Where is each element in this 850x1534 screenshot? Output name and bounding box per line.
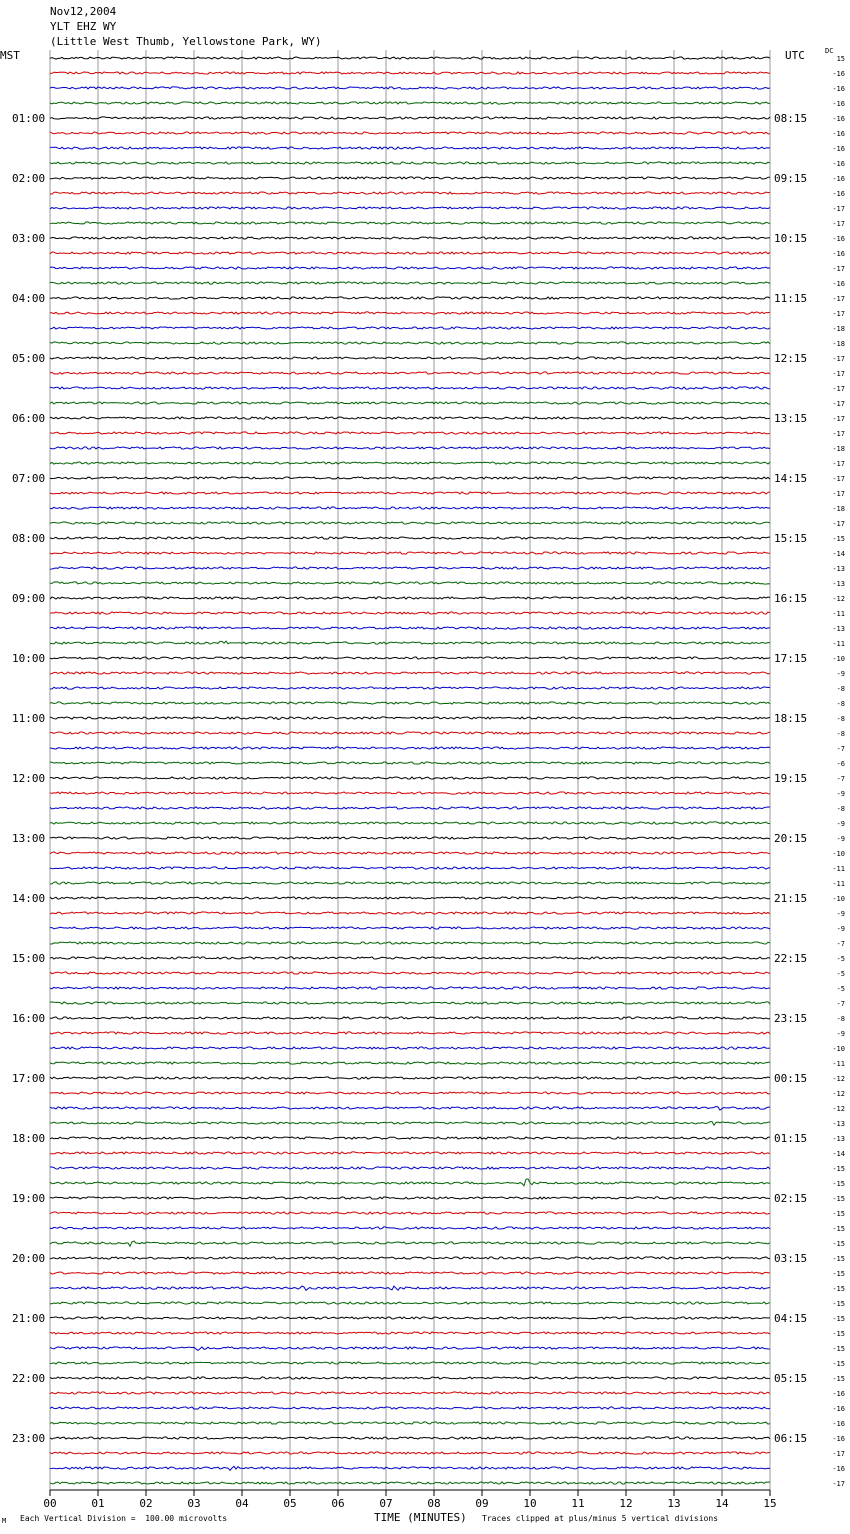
dc-offset-value: -17: [832, 265, 845, 273]
left-hour-label: 10:00: [12, 652, 46, 665]
left-hour-label: 13:00: [12, 832, 46, 845]
seismic-trace: [50, 882, 770, 884]
seismic-trace: [50, 102, 770, 104]
dc-offset-value: -17: [832, 400, 845, 408]
seismic-trace: [50, 1272, 770, 1274]
seismic-trace: [50, 942, 770, 944]
left-hour-label: 16:00: [12, 1012, 46, 1025]
seismic-trace: [50, 641, 770, 644]
dc-offset-value: -17: [832, 220, 845, 228]
left-hour-labels: [12, 112, 45, 1445]
dc-offset-value: -17: [832, 295, 845, 303]
dc-offset-value: -13: [832, 580, 845, 588]
right-hour-label: 03:15: [774, 1252, 808, 1265]
dc-offset-value: -16: [832, 175, 845, 183]
seismic-trace: [50, 1227, 770, 1229]
dc-offset-value: -16: [832, 1390, 845, 1398]
left-hour-label: 08:00: [12, 532, 46, 545]
dc-offset-value: -16: [832, 235, 845, 243]
dc-offset-labels: [832, 55, 845, 1488]
seismic-trace: [50, 1047, 770, 1049]
seismic-trace: [50, 597, 770, 599]
seismic-trace: [50, 387, 770, 389]
dc-offset-value: -7: [836, 775, 845, 783]
x-tick-label: 15: [763, 1497, 777, 1510]
seismic-trace: [50, 507, 770, 509]
dc-offset-value: -8: [836, 700, 845, 708]
seismic-trace: [50, 267, 770, 269]
seismic-trace: [50, 1122, 770, 1126]
seismic-trace: [50, 222, 770, 224]
dc-offset-value: -11: [832, 865, 845, 873]
x-tick-label: 00: [43, 1497, 57, 1510]
seismic-trace: [50, 1286, 770, 1290]
dc-offset-value: -18: [832, 325, 845, 333]
seismic-trace: [50, 1317, 770, 1319]
x-tick-label: 08: [427, 1497, 441, 1510]
dc-offset-value: -17: [832, 370, 845, 378]
dc-offset-label: DC: [825, 47, 834, 55]
left-hour-label: 22:00: [12, 1372, 46, 1385]
dc-offset-value: -5: [836, 970, 845, 978]
header-station: YLT EHZ WY: [50, 20, 117, 33]
right-hour-label: 00:15: [774, 1072, 808, 1085]
x-tick-label: 02: [139, 1497, 153, 1510]
dc-offset-value: -17: [832, 490, 845, 498]
x-tick-label: 09: [475, 1497, 489, 1510]
right-hour-label: 04:15: [774, 1312, 808, 1325]
seismic-trace: [50, 357, 770, 359]
seismic-trace: [50, 672, 770, 674]
dc-offset-value: -11: [832, 640, 845, 648]
dc-offset-value: -15: [832, 1225, 845, 1233]
dc-offset-value: -15: [832, 535, 845, 543]
dc-offset-value: -17: [832, 520, 845, 528]
dc-offset-value: -13: [832, 1135, 845, 1143]
seismic-trace: [50, 537, 770, 539]
seismic-trace: [50, 1092, 770, 1094]
dc-offset-value: -17: [832, 310, 845, 318]
seismic-trace: [50, 837, 770, 839]
seismic-trace: [50, 282, 770, 284]
dc-offset-value: -15: [832, 1330, 845, 1338]
dc-offset-value: -11: [832, 1060, 845, 1068]
dc-offset-value: -5: [836, 955, 845, 963]
left-hour-label: 21:00: [12, 1312, 46, 1325]
seismic-trace: [50, 777, 770, 779]
dc-offset-value: -9: [836, 925, 845, 933]
right-hour-label: 23:15: [774, 1012, 808, 1025]
seismic-trace: [50, 747, 770, 749]
dc-offset-value: -15: [832, 1210, 845, 1218]
seismic-trace: [50, 327, 770, 329]
seismic-trace: [50, 1197, 770, 1199]
header-location: (Little West Thumb, Yellowstone Park, WY): [50, 35, 322, 48]
dc-offset-value: -15: [832, 1375, 845, 1383]
corner-mark: M: [2, 1517, 7, 1525]
dc-offset-value: -10: [832, 1045, 845, 1053]
seismic-trace: [50, 1179, 770, 1186]
x-tick-label: 01: [91, 1497, 105, 1510]
dc-offset-value: -8: [836, 1015, 845, 1023]
seismic-trace: [50, 162, 770, 164]
left-hour-label: 06:00: [12, 412, 46, 425]
dc-offset-value: -5: [836, 985, 845, 993]
seismic-trace: [50, 717, 770, 720]
seismic-trace: [50, 417, 770, 419]
seismic-trace: [50, 1422, 770, 1424]
seismic-trace: [50, 1167, 770, 1169]
dc-offset-value: -14: [832, 1150, 845, 1158]
seismic-trace: [50, 1332, 770, 1334]
dc-offset-value: -15: [832, 1345, 845, 1353]
right-hour-label: 01:15: [774, 1132, 808, 1145]
seismic-trace: [50, 192, 770, 194]
dc-offset-value: -15: [832, 1195, 845, 1203]
dc-offset-value: -12: [832, 595, 845, 603]
seismic-trace: [50, 132, 770, 134]
x-tick-label: 05: [283, 1497, 297, 1510]
seismic-trace: [50, 1452, 770, 1454]
left-hour-label: 17:00: [12, 1072, 46, 1085]
seismic-trace: [50, 552, 770, 554]
right-hour-label: 09:15: [774, 172, 808, 185]
right-hour-label: 18:15: [774, 712, 808, 725]
seismic-trace: [50, 57, 770, 59]
seismic-trace: [50, 957, 770, 959]
dc-offset-value: -11: [832, 880, 845, 888]
dc-offset-value: -10: [832, 655, 845, 663]
seismic-trace: [50, 1032, 770, 1034]
seismic-trace: [50, 687, 770, 689]
seismic-trace: [50, 1137, 770, 1139]
seismic-trace: [50, 1017, 770, 1019]
seismic-trace: [50, 582, 770, 584]
seismic-trace: [50, 987, 770, 989]
seismic-trace: [50, 1407, 770, 1409]
dc-offset-value: -9: [836, 835, 845, 843]
dc-offset-value: -15: [832, 1255, 845, 1263]
left-timezone-label: MST: [0, 49, 20, 62]
header-date: Nov12,2004: [50, 5, 117, 18]
right-hour-label: 06:15: [774, 1432, 808, 1445]
left-hour-label: 15:00: [12, 952, 46, 965]
seismic-trace: [50, 207, 770, 209]
dc-offset-value: 15: [836, 55, 845, 63]
seismic-trace: [50, 312, 770, 314]
dc-offset-value: -10: [832, 850, 845, 858]
dc-offset-value: -15: [832, 1180, 845, 1188]
seismic-trace: [50, 1241, 770, 1246]
seismic-trace: [50, 762, 770, 764]
seismic-trace: [50, 1002, 770, 1004]
vertical-division-note: Each Vertical Division = 100.00 microvolts: [20, 1514, 228, 1523]
dc-offset-value: -18: [832, 340, 845, 348]
dc-offset-value: -16: [832, 115, 845, 123]
seismic-trace: [50, 807, 770, 809]
dc-offset-value: -8: [836, 715, 845, 723]
dc-offset-value: -15: [832, 1165, 845, 1173]
seismic-trace: [50, 1152, 770, 1154]
dc-offset-value: -15: [832, 1240, 845, 1248]
seismic-trace: [50, 1062, 770, 1064]
x-tick-label: 11: [571, 1497, 585, 1510]
seismic-trace: [50, 432, 770, 434]
seismic-trace: [50, 927, 770, 929]
dc-offset-value: -13: [832, 1120, 845, 1128]
seismic-trace: [50, 342, 770, 344]
dc-offset-value: -17: [832, 1480, 845, 1488]
seismic-trace: [50, 657, 770, 659]
dc-offset-value: -18: [832, 445, 845, 453]
dc-offset-value: -17: [832, 205, 845, 213]
dc-offset-value: -12: [832, 1090, 845, 1098]
seismic-trace: [50, 1257, 770, 1259]
right-hour-label: 10:15: [774, 232, 808, 245]
dc-offset-value: -8: [836, 730, 845, 738]
dc-offset-value: -7: [836, 1000, 845, 1008]
x-tick-label: 10: [523, 1497, 537, 1510]
dc-offset-value: -15: [832, 1315, 845, 1323]
seismic-trace: [50, 522, 770, 524]
dc-offset-value: -16: [832, 70, 845, 78]
seismic-trace: [50, 1302, 770, 1304]
seismic-trace: [50, 447, 770, 449]
seismic-trace: [50, 1437, 770, 1439]
dc-offset-value: -17: [832, 355, 845, 363]
left-hour-label: 05:00: [12, 352, 46, 365]
dc-offset-value: -17: [832, 460, 845, 468]
seismic-trace: [50, 972, 770, 974]
dc-offset-value: -16: [832, 190, 845, 198]
x-tick-label: 07: [379, 1497, 393, 1510]
right-hour-labels: [774, 112, 807, 1445]
dc-offset-value: -9: [836, 790, 845, 798]
right-hour-label: 02:15: [774, 1192, 808, 1205]
seismic-trace: [50, 87, 770, 89]
dc-offset-value: -16: [832, 280, 845, 288]
right-hour-label: 22:15: [774, 952, 808, 965]
dc-offset-value: -8: [836, 685, 845, 693]
left-hour-label: 07:00: [12, 472, 46, 485]
right-hour-label: 21:15: [774, 892, 808, 905]
left-hour-label: 09:00: [12, 592, 46, 605]
x-tick-label: 14: [715, 1497, 729, 1510]
seismic-trace: [50, 867, 770, 869]
dc-offset-value: -15: [832, 1270, 845, 1278]
dc-offset-value: -9: [836, 910, 845, 918]
dc-offset-value: -15: [832, 1300, 845, 1308]
seismic-trace: [50, 897, 770, 899]
seismic-trace: [50, 177, 770, 179]
seismic-trace: [50, 492, 770, 494]
left-hour-label: 23:00: [12, 1432, 46, 1445]
seismic-trace: [50, 1362, 770, 1364]
right-hour-label: 05:15: [774, 1372, 808, 1385]
dc-offset-value: -12: [832, 1075, 845, 1083]
seismic-trace: [50, 147, 770, 149]
seismic-trace: [50, 627, 770, 629]
left-hour-label: 04:00: [12, 292, 46, 305]
dc-offset-value: -17: [832, 385, 845, 393]
dc-offset-value: -16: [832, 145, 845, 153]
left-hour-label: 02:00: [12, 172, 46, 185]
dc-offset-value: -16: [832, 250, 845, 258]
dc-offset-value: -17: [832, 430, 845, 438]
seismic-trace: [50, 252, 770, 254]
dc-offset-value: -16: [832, 1420, 845, 1428]
dc-offset-value: -13: [832, 565, 845, 573]
seismic-trace: [50, 1466, 770, 1470]
seismic-trace: [50, 1482, 770, 1484]
dc-offset-value: -16: [832, 160, 845, 168]
right-hour-label: 20:15: [774, 832, 808, 845]
trace-group: [50, 57, 770, 1484]
dc-offset-value: -12: [832, 1105, 845, 1113]
seismic-trace: [50, 702, 770, 704]
clipping-note: Traces clipped at plus/minus 5 vertical divisions: [482, 1514, 719, 1523]
seismic-trace: [50, 912, 770, 914]
right-hour-label: 16:15: [774, 592, 808, 605]
left-hour-label: 20:00: [12, 1252, 46, 1265]
dc-offset-value: -7: [836, 940, 845, 948]
dc-offset-value: -17: [832, 1450, 845, 1458]
left-hour-label: 12:00: [12, 772, 46, 785]
seismic-trace: [50, 1107, 770, 1111]
left-hour-label: 14:00: [12, 892, 46, 905]
seismic-trace: [50, 237, 770, 239]
left-hour-label: 03:00: [12, 232, 46, 245]
dc-offset-value: -9: [836, 1030, 845, 1038]
dc-offset-value: -15: [832, 1285, 845, 1293]
seismic-trace: [50, 1347, 770, 1351]
dc-offset-value: -6: [836, 760, 845, 768]
right-hour-label: 11:15: [774, 292, 808, 305]
dc-offset-value: -16: [832, 85, 845, 93]
seismic-trace: [50, 72, 770, 74]
seismic-trace: [50, 567, 770, 569]
seismic-trace: [50, 1377, 770, 1379]
dc-offset-value: -8: [836, 805, 845, 813]
seismic-trace: [50, 852, 770, 854]
right-hour-label: 15:15: [774, 532, 808, 545]
dc-offset-value: -16: [832, 1465, 845, 1473]
dc-offset-value: -10: [832, 895, 845, 903]
right-hour-label: 12:15: [774, 352, 808, 365]
dc-offset-value: -18: [832, 505, 845, 513]
dc-offset-value: -13: [832, 625, 845, 633]
dc-offset-value: -15: [832, 1360, 845, 1368]
seismic-trace: [50, 1077, 770, 1079]
seismic-trace: [50, 732, 770, 734]
seismic-trace: [50, 372, 770, 374]
seismic-trace: [50, 117, 770, 119]
dc-offset-value: -17: [832, 475, 845, 483]
dc-offset-value: -14: [832, 550, 845, 558]
right-hour-label: 13:15: [774, 412, 808, 425]
left-hour-label: 11:00: [12, 712, 46, 725]
seismic-trace: [50, 792, 770, 794]
right-timezone-label: UTC: [785, 49, 805, 62]
dc-offset-value: -9: [836, 670, 845, 678]
left-hour-label: 19:00: [12, 1192, 46, 1205]
right-hour-label: 14:15: [774, 472, 808, 485]
seismic-trace: [50, 612, 770, 614]
right-hour-label: 19:15: [774, 772, 808, 785]
left-hour-label: 18:00: [12, 1132, 46, 1145]
right-hour-label: 08:15: [774, 112, 808, 125]
seismic-trace: [50, 1392, 770, 1394]
seismic-trace: [50, 402, 770, 404]
dc-offset-value: -11: [832, 610, 845, 618]
dc-offset-value: -16: [832, 100, 845, 108]
seismic-trace: [50, 477, 770, 479]
dc-offset-value: -16: [832, 1405, 845, 1413]
x-tick-label: 12: [619, 1497, 633, 1510]
seismic-trace: [50, 297, 770, 299]
x-axis-ticks: [43, 1490, 776, 1510]
seismic-trace: [50, 1212, 770, 1214]
right-hour-label: 17:15: [774, 652, 808, 665]
grid-lines: [50, 50, 770, 1490]
x-tick-label: 13: [667, 1497, 681, 1510]
seismic-trace: [50, 822, 770, 824]
x-tick-label: 04: [235, 1497, 249, 1510]
seismic-trace: [50, 462, 770, 464]
dc-offset-value: -17: [832, 415, 845, 423]
dc-offset-value: -7: [836, 745, 845, 753]
dc-offset-value: -16: [832, 1435, 845, 1443]
x-tick-label: 03: [187, 1497, 201, 1510]
left-hour-label: 01:00: [12, 112, 46, 125]
dc-offset-value: -16: [832, 130, 845, 138]
x-tick-label: 06: [331, 1497, 345, 1510]
dc-offset-value: -9: [836, 820, 845, 828]
x-axis-title: TIME (MINUTES): [374, 1511, 467, 1524]
